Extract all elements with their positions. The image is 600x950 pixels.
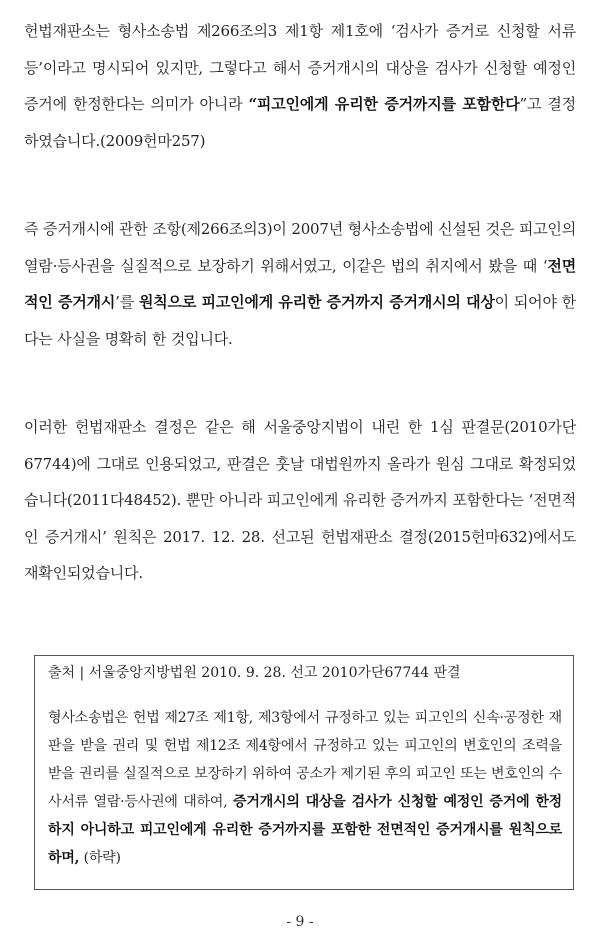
page-number: - 9 - <box>286 914 314 930</box>
emphasis-full-disclosure: 전면적인 증거개시 <box>24 256 576 311</box>
paragraph-court-citations: 이러한 헌법재판소 결정은 같은 해 서울중앙지법이 내린 한 1심 판결문(2010가단67744)에 그대로 인용되었고, 판결은 훗날 대법원까지 올라가 원심 그대로 확정되었습니다(2011다48452). 뿐만 아니라 피고인에게 유리한 증거까지 포함한다는 ‘전면적인 증거개시’ 원칙은 2017. 12. 28. 선고된 헌법재판소 결정(2015헌마632)에서도 재확인되었습니다. <box>24 418 576 582</box>
paragraph-constitutional-court-decision: 헌법재판소는 형사소송법 제266조의3 제1항 제1호에 ‘검사가 증거로 신청할 서류등’이라고 명시되어 있지만, 그렇다고 해서 증거개시의 대상을 검사가 신청할 예정인 증거에 한정한다는 의미가 아니라 “피고인에게 유리한 증거까지를 포함한다”고 결정하였습니다.(2009헌마257) <box>24 22 576 150</box>
quote-body: 형사소송법은 헌법 제27조 제1항, 제3항에서 규정하고 있는 피고인의 신속·공정한 재판을 받을 권리 및 헌법 제12조 제4항에서 규정하고 있는 피고인의 변호인의 조력을 받을 권리를 실질적으로 보장하기 위하여 공소가 제기된 후의 피고인 또는 변호인의 수사서류 열람·등사권에 대하여, 증거개시의 대상을 검사가 신청할 예정인 증거에 한정하지 아니하고 피고인에게 유리한 증거까지를 포함한 전면적인 증거개시를 원칙으로 하며, (하략) <box>48 710 563 866</box>
emphasis-favorable-evidence: “피고인에게 유리한 증거까지를 포함한다 <box>248 95 520 113</box>
quote-source: 출처 | 서울중앙지방법원 2010. 9. 28. 선고 2010가단67744 판결 <box>48 665 461 681</box>
quote-box <box>34 655 574 890</box>
quote-emphasis: 증거개시의 대상을 검사가 신청할 예정인 증거에 한정하지 아니하고 피고인에게 유리한 증거까지를 포함한 전면적인 증거개시를 원칙으로 하며, <box>48 794 563 866</box>
emphasis-disclosure-scope: 원칙으로 피고인에게 유리한 증거까지 증거개시의 대상 <box>138 293 495 311</box>
paragraph-disclosure-provision: 즉 증거개시에 관한 조항(제266조의3)이 2007년 형사소송법에 신설된 것은 피고인의 열람·등사권을 실질적으로 보장하기 위해서였고, 이같은 법의 취지에서 봤을 때 ‘전면적인 증거개시’를 원칙으로 피고인에게 유리한 증거까지 증거개시의 대상이 되어야 한다는 사실을 명확히 한 것입니다. <box>24 220 576 348</box>
